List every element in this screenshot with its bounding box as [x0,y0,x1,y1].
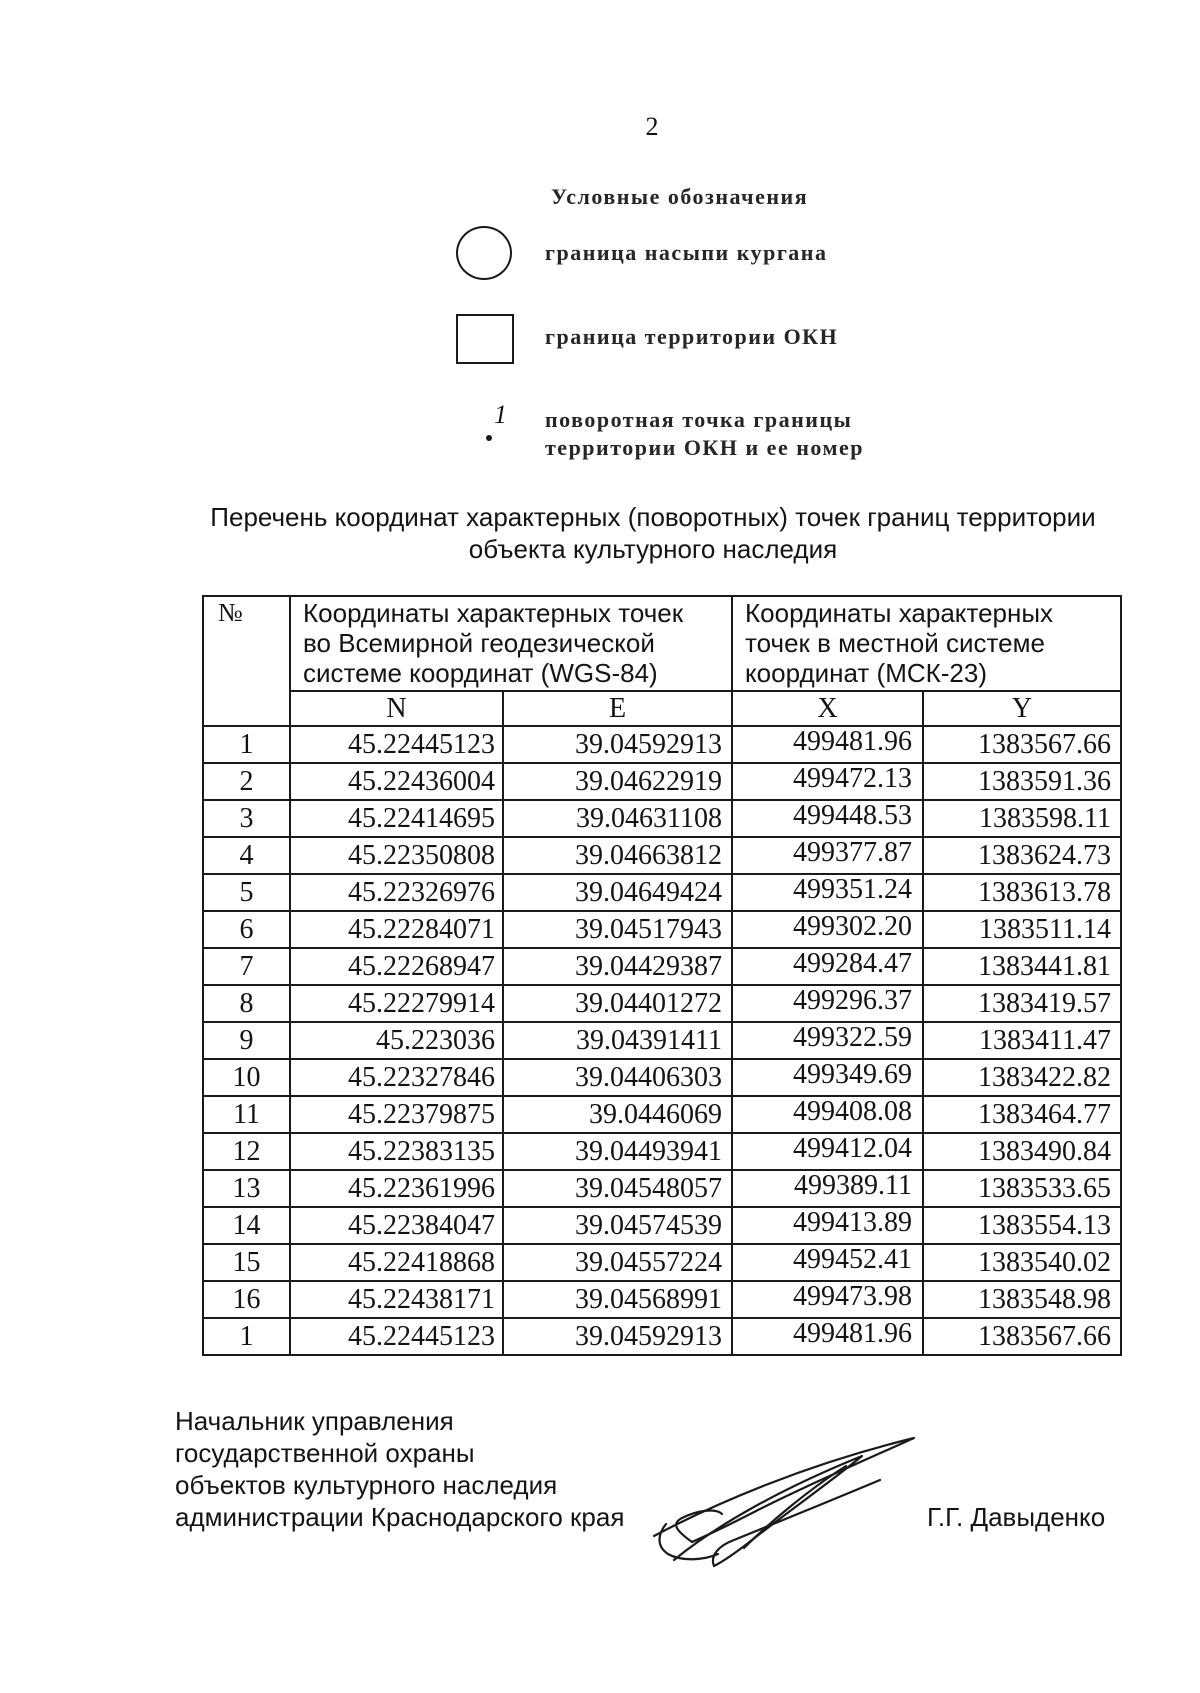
msk-group-header [732,596,1121,691]
e-coordinate-cell: 39.04592913 [503,1318,732,1355]
x-coordinate-cell: 499481.96 [732,726,923,763]
table-row [203,1244,1121,1281]
page-title-line: объекта культурного наследия [468,534,838,564]
table-row [203,800,1121,837]
x-coordinate-cell: 499408.08 [732,1096,923,1133]
x-coordinate-cell: 499412.04 [732,1133,923,1170]
point-number-cell: 10 [203,1059,290,1096]
point-number-cell: 3 [203,800,290,837]
e-coordinate-cell: 39.04574539 [503,1207,732,1244]
n-coordinate-cell: 45.22284071 [290,911,503,948]
n-coordinate-cell: 45.22350808 [290,837,503,874]
n-coordinate-cell: 45.22383135 [290,1133,503,1170]
table-row [203,1281,1121,1318]
legend-title: Условные обозначения [551,184,809,209]
table-row [203,985,1121,1022]
x-coordinate-cell: 499481.96 [732,1318,923,1355]
table-row [203,1022,1121,1059]
y-coordinate-cell: 1383548.98 [923,1281,1121,1318]
circle-icon [456,226,512,280]
point-number-cell: 8 [203,985,290,1022]
table-row [203,911,1121,948]
table-row [203,1318,1121,1355]
square-icon [456,314,514,364]
point-number-cell: 12 [203,1133,290,1170]
legend-item-mound-boundary: граница насыпи кургана [545,240,828,265]
point-number-cell: 11 [203,1096,290,1133]
table-row [203,1133,1121,1170]
n-coordinate-cell: 45.223036 [290,1022,503,1059]
y-coordinate-cell: 1383411.47 [923,1022,1121,1059]
e-coordinate-cell: 39.04663812 [503,837,732,874]
header-line: системе координат (WGS-84) [303,658,658,688]
legend-item-turning-point-line-2: территории ОКН и ее номер [545,435,864,460]
e-coordinate-cell: 39.04592913 [503,726,732,763]
x-coordinate-cell: 499284.47 [732,948,923,985]
x-coordinate-cell: 499452.41 [732,1244,923,1281]
y-coordinate-cell: 1383554.13 [923,1207,1121,1244]
header-line: во Всемирной геодезической [303,628,655,658]
point-number-cell: 14 [203,1207,290,1244]
table-row [203,948,1121,985]
n-coordinate-cell: 45.22418868 [290,1244,503,1281]
x-coordinate-cell: 499349.69 [732,1059,923,1096]
table-row [203,874,1121,911]
x-coordinate-cell: 499472.13 [732,763,923,800]
y-coordinate-cell: 1383567.66 [923,726,1121,763]
e-coordinate-cell: 39.04649424 [503,874,732,911]
point-number-cell: 4 [203,837,290,874]
n-coordinate-cell: 45.22438171 [290,1281,503,1318]
table-body [203,726,1121,1355]
point-icon-label: 1 [494,400,507,429]
page-number: 2 [645,112,659,141]
x-coordinate-cell: 499448.53 [732,800,923,837]
y-coordinate-cell: 1383441.81 [923,948,1121,985]
page-title-line: Перечень координат характерных (поворотных) точек границ территории [210,502,1096,532]
n-coordinate-cell: 45.22327846 [290,1059,503,1096]
n-coordinate-cell: 45.22414695 [290,800,503,837]
y-coordinate-cell: 1383464.77 [923,1096,1121,1133]
y-coordinate-cell: 1383419.57 [923,985,1121,1022]
n-coordinate-cell: 45.22279914 [290,985,503,1022]
column-header-x: X [732,691,923,726]
e-coordinate-cell: 39.04622919 [503,763,732,800]
point-number-cell: 2 [203,763,290,800]
y-coordinate-cell: 1383490.84 [923,1133,1121,1170]
point-number-cell: 1 [203,1318,290,1355]
table-row [203,726,1121,763]
n-coordinate-cell: 45.22436004 [290,763,503,800]
y-coordinate-cell: 1383533.65 [923,1170,1121,1207]
table-subheader-row [203,691,1121,726]
x-coordinate-cell: 499351.24 [732,874,923,911]
y-coordinate-cell: 1383540.02 [923,1244,1121,1281]
column-header-e: E [503,691,732,726]
point-number-cell: 15 [203,1244,290,1281]
e-coordinate-cell: 39.04401272 [503,985,732,1022]
wgs-group-header [290,596,732,691]
n-coordinate-cell: 45.22384047 [290,1207,503,1244]
y-coordinate-cell: 1383422.82 [923,1059,1121,1096]
page-title [193,501,1113,565]
e-coordinate-cell: 39.0446069 [503,1096,732,1133]
table-row [203,1207,1121,1244]
e-coordinate-cell: 39.04517943 [503,911,732,948]
signatory-name: Г.Г. Давыденко [927,1502,1106,1532]
y-coordinate-cell: 1383598.11 [923,800,1121,837]
n-coordinate-cell: 45.22268947 [290,948,503,985]
table-row [203,1170,1121,1207]
point-number-cell: 1 [203,726,290,763]
header-line: Координаты характерных [745,598,1054,628]
x-coordinate-cell: 499296.37 [732,985,923,1022]
point-number-cell: 16 [203,1281,290,1318]
n-coordinate-cell: 45.22445123 [290,1318,503,1355]
e-coordinate-cell: 39.04429387 [503,948,732,985]
n-coordinate-cell: 45.22445123 [290,726,503,763]
y-coordinate-cell: 1383613.78 [923,874,1121,911]
legend-item-turning-point: поворотная точка границы [545,407,853,432]
column-header-n: N [290,691,503,726]
n-coordinate-cell: 45.22326976 [290,874,503,911]
header-line: Координаты характерных точек [303,598,684,628]
table-row [203,763,1121,800]
table-row [203,1096,1121,1133]
signatory-position [175,1405,624,1533]
y-coordinate-cell: 1383591.36 [923,763,1121,800]
header-line: координат (МСК-23) [745,658,988,688]
table-row [203,837,1121,874]
x-coordinate-cell: 499322.59 [732,1022,923,1059]
x-coordinate-cell: 499473.98 [732,1281,923,1318]
e-coordinate-cell: 39.04557224 [503,1244,732,1281]
e-coordinate-cell: 39.04391411 [503,1022,732,1059]
point-number-cell: 13 [203,1170,290,1207]
point-icon [486,435,492,441]
n-coordinate-cell: 45.22361996 [290,1170,503,1207]
signatory-position-line: администрации Краснодарского края [175,1502,625,1532]
e-coordinate-cell: 39.04406303 [503,1059,732,1096]
e-coordinate-cell: 39.04631108 [503,800,732,837]
signature [648,1428,928,1578]
n-coordinate-cell: 45.22379875 [290,1096,503,1133]
table-header [203,596,1121,726]
table-header-row [203,596,1121,691]
signatory-position-line: государственной охраны [175,1438,475,1468]
e-coordinate-cell: 39.04493941 [503,1133,732,1170]
x-coordinate-cell: 499389.11 [732,1170,923,1207]
coordinates-table [202,595,1122,1356]
signatory-position-line: объектов культурного наследия [175,1470,558,1500]
x-coordinate-cell: 499302.20 [732,911,923,948]
table-row [203,1059,1121,1096]
e-coordinate-cell: 39.04568991 [503,1281,732,1318]
point-number-cell: 6 [203,911,290,948]
column-header-y: Y [923,691,1121,726]
number-column-header: № [203,596,290,726]
point-number-cell: 9 [203,1022,290,1059]
legend-item-territory-boundary: граница территории ОКН [545,324,839,349]
y-coordinate-cell: 1383624.73 [923,837,1121,874]
y-coordinate-cell: 1383567.66 [923,1318,1121,1355]
x-coordinate-cell: 499377.87 [732,837,923,874]
signatory-position-line: Начальник управления [175,1406,454,1436]
point-number-cell: 5 [203,874,290,911]
y-coordinate-cell: 1383511.14 [923,911,1121,948]
x-coordinate-cell: 499413.89 [732,1207,923,1244]
header-line: точек в местной системе [745,628,1045,658]
e-coordinate-cell: 39.04548057 [503,1170,732,1207]
point-number-cell: 7 [203,948,290,985]
